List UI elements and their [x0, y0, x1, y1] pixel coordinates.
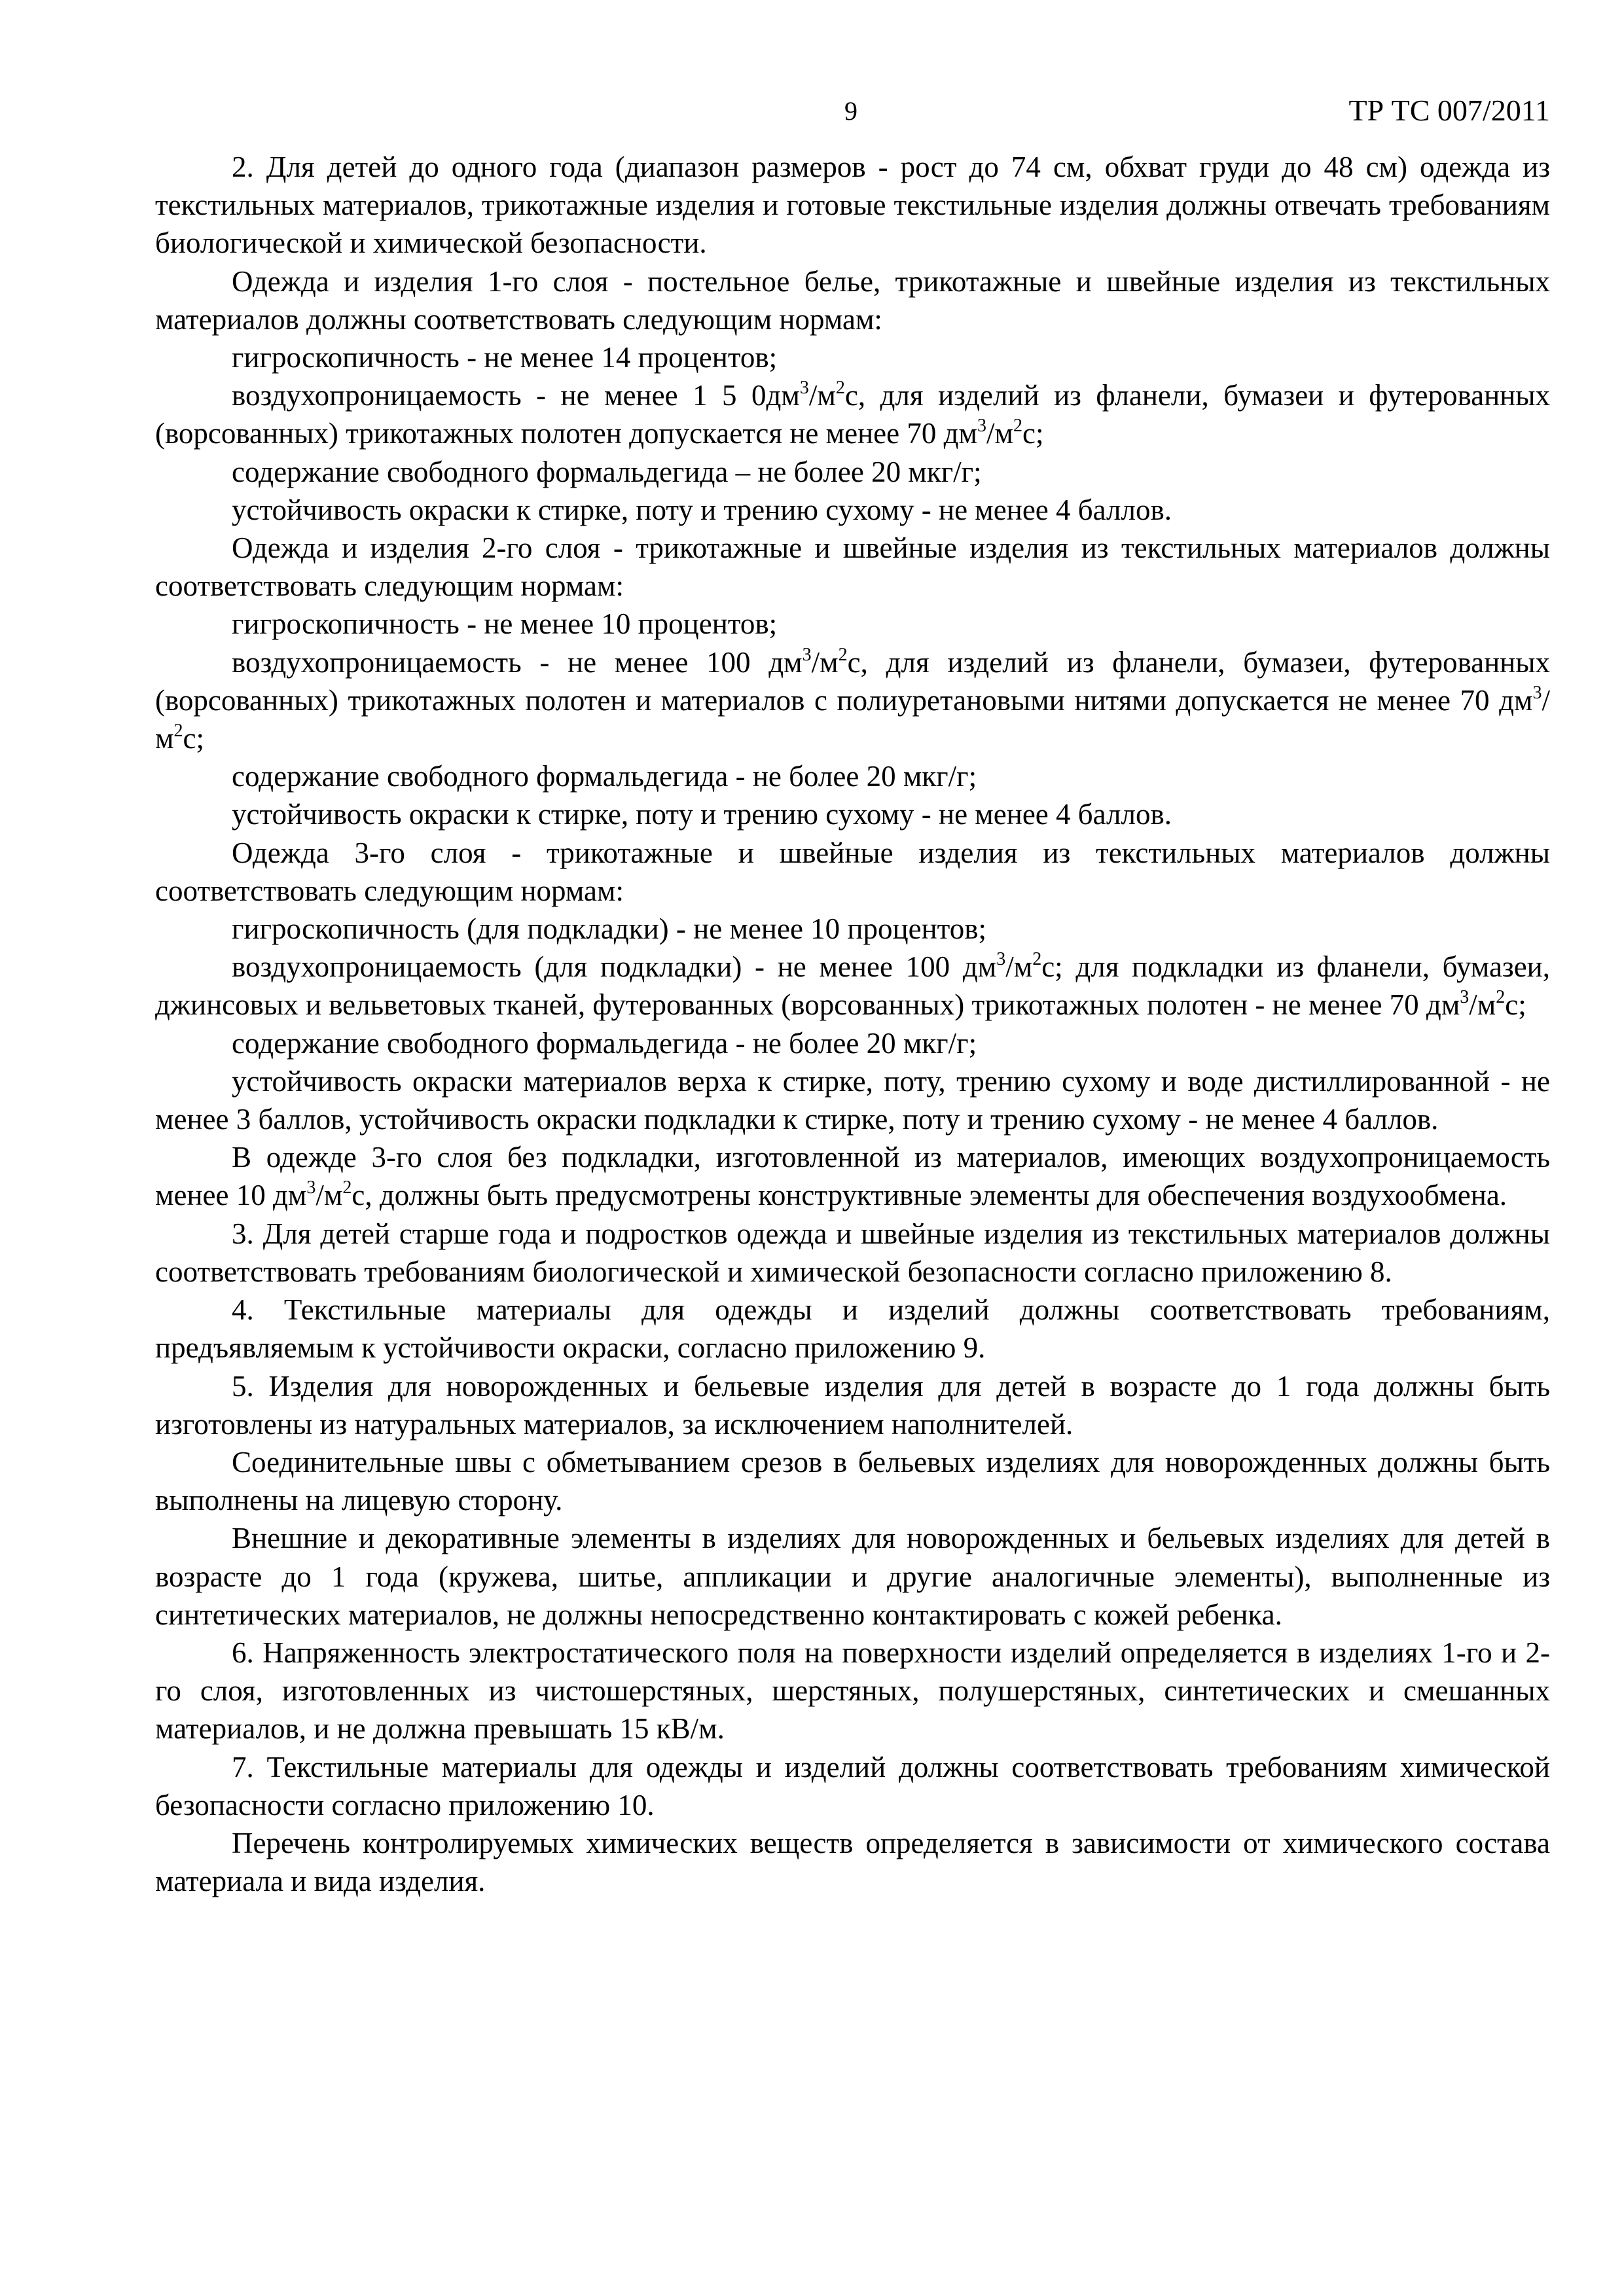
- paragraph-text: с; для подкладки из фланели, бумазеи, джинсовых и вельветовых тканей, футерованных (ворсованных) трикотажных полотен - не менее 70 дм: [155, 950, 1550, 1022]
- superscript: 2: [173, 721, 183, 742]
- superscript: 3: [802, 644, 812, 665]
- superscript: 2: [1032, 949, 1042, 970]
- paragraph-text: гигроскопичность (для подкладки) - не менее 10 процентов;: [232, 912, 986, 946]
- paragraph: [155, 1215, 1550, 1291]
- paragraph-text: 7. Текстильные материалы для одежды и изделий должны соответствовать требованиям химической безопасности согласно приложению 10.: [155, 1750, 1550, 1821]
- paragraph-text: 5. Изделия для новорожденных и бельевые изделия для детей в возрасте до 1 года должны быть изготовлены из натуральных материалов, за исключением наполнителей.: [155, 1369, 1550, 1441]
- paragraph-text: содержание свободного формальдегида - не более 20 мкг/г;: [232, 760, 977, 793]
- paragraph: [155, 1291, 1550, 1367]
- paragraph: [155, 1824, 1550, 1900]
- paragraph-text: Одежда и изделия 1-го слоя - постельное белье, трикотажные и швейные изделия из текстильных материалов должны соответствовать следующим нормам:: [155, 264, 1550, 336]
- paragraph-text: гигроскопичность - не менее 14 процентов;: [232, 341, 778, 374]
- paragraph-text: Внешние и декоративные элементы в изделиях для новорожденных и бельевых изделиях для детей в возрасте до 1 года (кружева, шитье, аппликации и другие аналогичные элементы), выполненные из синтетических материалов, не должны непосредственно контактировать с кожей ребенка.: [155, 1522, 1550, 1631]
- paragraph: [155, 1367, 1550, 1443]
- superscript: 2: [1496, 987, 1506, 1008]
- paragraph-text: В одежде 3-го слоя без подкладки, изготовленной из материалов, имеющих воздухопроницаемость менее 10 дм: [155, 1141, 1550, 1212]
- paragraph-text: /м: [811, 645, 839, 679]
- superscript: 2: [835, 378, 845, 399]
- paragraph: [155, 1634, 1550, 1748]
- paragraph-text: /м: [1005, 950, 1033, 984]
- paragraph-text: Одежда и изделия 2-го слоя - трикотажные и швейные изделия из текстильных материалов должны соответствовать следующим нормам:: [155, 531, 1550, 603]
- paragraph-text: устойчивость окраски к стирке, поту и трению сухому - не менее 4 баллов.: [232, 798, 1172, 831]
- paragraph: [155, 834, 1550, 910]
- paragraph-text: воздухопроницаемость - не менее 100 дм: [232, 645, 803, 679]
- paragraph: [155, 529, 1550, 605]
- paragraph: [155, 757, 1550, 795]
- paragraph: [155, 1138, 1550, 1214]
- paragraph-text: Перечень контролируемых химических веществ определяется в зависимости от химического состава материала и вида изделия.: [155, 1826, 1550, 1898]
- paragraph: [155, 1443, 1550, 1519]
- superscript: 3: [306, 1177, 316, 1198]
- document-code: ТР ТС 007/2011: [1348, 94, 1550, 127]
- paragraph: [155, 376, 1550, 452]
- paragraph-text: воздухопроницаемость (для подкладки) - не менее 100 дм: [232, 950, 997, 984]
- paragraph: [155, 948, 1550, 1024]
- superscript: 3: [977, 416, 986, 437]
- document-body: [155, 148, 1550, 1900]
- paragraph-text: 6. Напряженность электростатического поля на поверхности изделий определяется в изделиях 1-го и 2-го слоя, изготовленных из чистошерстяных, шерстяных, полушерстяных, синтетических и смешанных материалов, и не должна превышать 15 кВ/м.: [155, 1636, 1550, 1746]
- paragraph-text: /м: [808, 379, 836, 412]
- paragraph-text: 4. Текстильные материалы для одежды и изделий должны соответствовать требованиям, предъявляемым к устойчивости окраски, согласно приложению 9.: [155, 1293, 1550, 1365]
- superscript: 2: [342, 1177, 352, 1198]
- paragraph: [155, 910, 1550, 948]
- paragraph: [155, 643, 1550, 758]
- page-number: 9: [844, 96, 857, 126]
- paragraph: [155, 1748, 1550, 1824]
- paragraph: [155, 605, 1550, 643]
- paragraph-text: /м: [316, 1179, 343, 1212]
- paragraph-text: 2. Для детей до одного года (диапазон размеров - рост до 74 см, обхват груди до 48 см) одежда из текстильных материалов, трикотажные изделия и готовые текстильные изделия должны отвечать требованиям биологической и химической безопасности.: [155, 151, 1550, 260]
- paragraph: [155, 338, 1550, 376]
- paragraph-text: с;: [1505, 988, 1526, 1022]
- paragraph-text: содержание свободного формальдегида – не более 20 мкг/г;: [232, 455, 982, 488]
- superscript: 3: [1460, 987, 1470, 1008]
- paragraph: [155, 262, 1550, 338]
- paragraph: [155, 491, 1550, 529]
- paragraph-text: с, для изделий из фланели, бумазеи, футерованных (ворсованных) трикотажных полотен и материалов с полиуретановыми нитями допускается не менее 70 дм: [155, 645, 1550, 717]
- paragraph-text: с;: [1022, 417, 1044, 450]
- paragraph-text: с, для изделий из фланели, бумазеи и футерованных (ворсованных) трикотажных полотен допускается не менее 70 дм: [155, 379, 1550, 450]
- superscript: 3: [1532, 682, 1542, 703]
- paragraph-text: с;: [183, 722, 204, 755]
- paragraph-text: гигроскопичность - не менее 10 процентов;: [232, 607, 778, 641]
- paragraph: [155, 1062, 1550, 1138]
- paragraph: [155, 1519, 1550, 1634]
- superscript: 2: [838, 644, 848, 665]
- paragraph: [155, 453, 1550, 491]
- paragraph-text: Одежда 3-го слоя - трикотажные и швейные изделия из текстильных материалов должны соответствовать следующим нормам:: [155, 836, 1550, 907]
- superscript: 3: [799, 378, 809, 399]
- superscript: 3: [996, 949, 1006, 970]
- paragraph: [155, 795, 1550, 833]
- paragraph-text: /м: [1469, 988, 1496, 1022]
- paragraph-text: устойчивость окраски материалов верха к стирке, поту, трению сухому и воде дистиллированной - не менее 3 баллов, устойчивость окраски подкладки к стирке, поту и трению сухому - не менее 4 баллов.: [155, 1064, 1550, 1136]
- paragraph-text: воздухопроницаемость - не менее 1 5 0дм: [232, 379, 800, 412]
- paragraph: [155, 1024, 1550, 1062]
- paragraph-text: содержание свободного формальдегида - не более 20 мкг/г;: [232, 1026, 977, 1060]
- paragraph-text: Соединительные швы с обметыванием срезов в бельевых изделиях для новорожденных должны быть выполнены на лицевую сторону.: [155, 1445, 1550, 1517]
- superscript: 2: [1013, 416, 1022, 437]
- paragraph: [155, 148, 1550, 262]
- paragraph-text: устойчивость окраски к стирке, поту и трению сухому - не менее 4 баллов.: [232, 493, 1172, 526]
- paragraph-text: /м: [155, 683, 1550, 755]
- paragraph-text: /м: [986, 417, 1013, 450]
- paragraph-text: с, должны быть предусмотрены конструктивные элементы для обеспечения воздухообмена.: [352, 1179, 1507, 1212]
- paragraph-text: 3. Для детей старше года и подростков одежда и швейные изделия из текстильных материалов должны соответствовать требованиям биологической и химической безопасности согласно приложению 8.: [155, 1217, 1550, 1288]
